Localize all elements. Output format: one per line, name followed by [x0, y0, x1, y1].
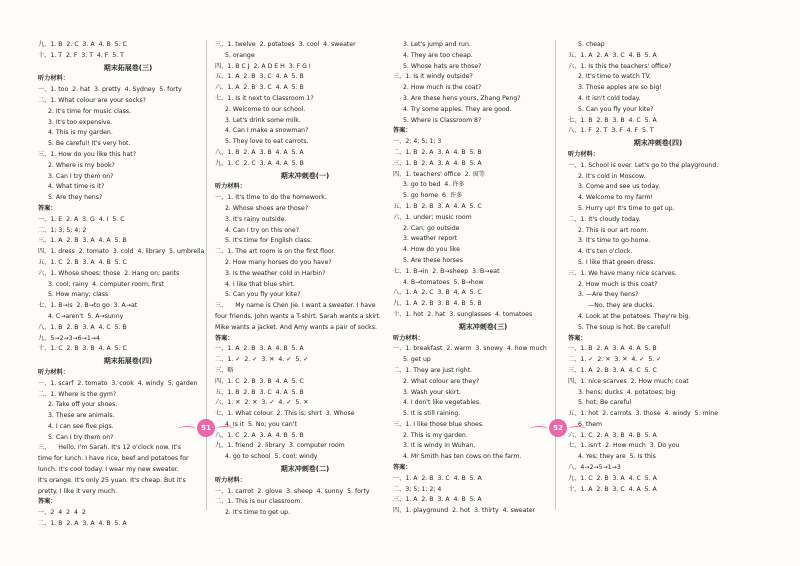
- answer-line: 4. Look at the potatoes. They're big.: [578, 312, 691, 320]
- answer-line: 九、1. C 2. B 3. A 4. C 5. A: [568, 474, 657, 482]
- answer-line: 4. go to school 5. cool; windy: [225, 453, 318, 461]
- answer-line: 七、1. Is it next to Classroom 1?: [215, 94, 314, 102]
- answer-line: 6. them: [578, 420, 603, 428]
- answer-line: 八、4→2→5→1→3: [568, 464, 621, 472]
- column-1: [38, 40, 218, 530]
- answer-line: 二、3; 5; 1; 2; 4: [393, 485, 442, 493]
- answer-line: 五、1. C 2. B 3. A 4. B 5. C: [38, 258, 127, 266]
- answer-line: four friends. John wants a T-shirt. Sarah wants a skirt.: [215, 312, 381, 320]
- answer-line: —No, they are ducks.: [588, 302, 655, 310]
- answer-line: 一、1. E 2. A 3. G 4. I 5. C: [38, 215, 125, 223]
- answer-line: 4. I like that blue shirt.: [225, 280, 295, 288]
- answer-line: 三、1. We have many nice scarves.: [568, 269, 677, 277]
- answer-line: 5. Can I try them on?: [48, 433, 114, 441]
- answer-line: 二、1. ✓ 2. ✕ 3. ✕ 4. ✓ 5. ✓: [568, 356, 662, 364]
- section-title: 期末冲刺卷(四): [633, 139, 683, 148]
- section-title: 期末冲刺卷(一): [280, 171, 330, 180]
- answer-line: 2. Whose shoes are those?: [225, 204, 309, 212]
- section-title: 期末冲刺卷(三): [458, 322, 508, 331]
- answer-line: 2. This is my garden.: [403, 431, 468, 439]
- answer-line: 九、1. friend 2. library 3. computer room: [215, 442, 345, 450]
- answer-line: 4. Yes; they are 5. Is this: [578, 453, 656, 461]
- answer-line: 一、1. scarf 2. tomato 3. cook 4. windy 5. garden: [38, 379, 198, 387]
- answer-line: 2. It's time to watch TV.: [578, 73, 651, 81]
- answer-line: 六、1. under; music room: [393, 213, 472, 221]
- answer-line: 四、1. B C J 2. A D E H 3. F G I: [215, 62, 311, 70]
- answer-line: 5. cheap: [578, 41, 605, 48]
- answer-line: 3. It's too expensive.: [48, 118, 113, 126]
- answer-line: 2. It's cold in Moscow.: [578, 172, 646, 180]
- answer-line: Mike wants a jacket. And Amy wants a pair of socks.: [215, 323, 377, 331]
- answer-line: 3. Let's jump and run.: [403, 41, 471, 48]
- answer-line: 一、2 4 2 4 2: [38, 509, 86, 517]
- answer-line: 一、2; 4; 5; 1; 3: [393, 138, 442, 146]
- answer-line: 四、1. nice scarves 2. How much; coat: [568, 377, 689, 385]
- answer-line: 一、1. A 2. B 3. A 4. B 5. A: [215, 345, 304, 353]
- answer-line: 七、1. B→in 2. B→sheep 3. B→eat: [393, 267, 500, 275]
- section-title: 期末拓展卷(四): [103, 357, 153, 366]
- section-label: 听力材料：: [215, 476, 246, 484]
- answer-line: 五、1. B 2. B 3. A 4. A 5. C: [393, 202, 482, 210]
- answer-line: 六、1. C 2. A 3. B 4. B 5. A: [568, 431, 657, 439]
- answer-line: 四、1. playground 2. hot 3. thirty 4. sweater: [393, 507, 536, 515]
- answer-line: time for lunch. I have rice, beef and potatoes for: [38, 455, 189, 463]
- answer-line: 4. Try some apples. They are good.: [403, 105, 512, 113]
- answer-line: 二、1. What colour are your socks?: [38, 96, 146, 104]
- answer-line: 三、1. Is it windy outside?: [393, 73, 473, 81]
- answer-line: 5. It is still raining.: [403, 410, 461, 418]
- answer-line: 四、1. dress 2. tomato 3. cold 4. library 5. umbrella: [38, 248, 205, 256]
- answer-line: 3. cool; rainy 4. computer room; first: [48, 280, 165, 288]
- answer-line: 3. It's time to go home.: [578, 237, 651, 245]
- answer-line: 2. What colour are they?: [403, 377, 480, 385]
- answer-line: 六、1. Whose shoes; those 2. Hang on; pants: [38, 269, 180, 277]
- answer-line: 4. It's ten o'clock.: [578, 248, 633, 256]
- section-label: 答案：: [568, 334, 587, 342]
- answer-line: 4. B→tomatoes 5. B→how: [403, 278, 484, 286]
- answer-line: 2. How many horses do you have?: [225, 258, 332, 266]
- answer-line: 七、1. B 2. B 3. B 4. C 5. A: [568, 116, 657, 124]
- answer-line: 六、1. Is this the teachers' office?: [568, 62, 672, 70]
- answer-line: 5. get up: [403, 356, 431, 364]
- answer-line: 五、1. A 2. B 3. C 4. A 5. B: [215, 73, 304, 81]
- section-label: 听力材料：: [38, 368, 69, 376]
- answer-line: 二、1. B 2. A 3. A 4. B 5. B: [393, 148, 482, 156]
- answer-line: 四、1. C 2. B 3. B 4. A 5. C: [215, 377, 304, 385]
- answer-line: 2. This is our art room.: [578, 226, 649, 234]
- answer-line: 2. How much is this coat?: [578, 280, 658, 288]
- answer-line: 2. Welcome to our school.: [225, 105, 306, 113]
- answer-line: 4. Welcome to my farm!: [578, 194, 653, 202]
- answer-line: 二、1. This is our classroom.: [215, 498, 303, 506]
- answer-line: 一、1. B 2. A 3. A 4. A 5. B: [568, 345, 657, 353]
- answer-line: 二、1; 3; 5; 4; 2: [38, 226, 87, 234]
- answer-line: 二、1. B 2. A 3. A 4. B 5. A: [38, 520, 127, 528]
- answer-line: 3. Can I try them on?: [48, 172, 114, 180]
- column-4: [568, 40, 748, 495]
- answer-line: 5. Are they hens?: [48, 194, 103, 202]
- answer-line: 五、1. A 2. A 3. C 4. B 5. A: [568, 51, 657, 59]
- flower-ornament-icon: [568, 426, 586, 433]
- answer-line: 2. Can; go outside: [403, 224, 460, 232]
- answer-line: 三、1. I like those blue shoes.: [393, 420, 485, 428]
- answer-line: 一、1. It's time to do the homework.: [215, 194, 327, 202]
- section-label: 听力材料：: [215, 183, 246, 191]
- answer-line: 4. I can see five pigs.: [48, 422, 114, 430]
- answer-line: 5. It's time for English class.: [225, 237, 313, 245]
- answer-line: 5. I like that green dress.: [578, 258, 656, 266]
- answer-line: 3. Let's drink some milk.: [225, 116, 301, 124]
- answer-line: 3. Wash your skirt.: [403, 388, 461, 396]
- section-title: 期末拓展卷(三): [103, 63, 153, 72]
- answer-line: 十、1. T 2. F 3. T 4. F 5. T: [38, 51, 124, 59]
- section-label: 听力材料：: [38, 75, 69, 83]
- answer-line: 十、1. hot 2. hat 3. sunglasses 4. tomatoes: [393, 310, 533, 318]
- answer-line: 5. hot; Be careful: [578, 399, 632, 407]
- answer-line: 三、1. A 2. B 3. A 4. C 5. C: [568, 366, 657, 374]
- section-label: 答案：: [215, 334, 234, 342]
- answer-line: 3. hens; ducks 4. potatoes; big: [578, 388, 676, 396]
- answer-line: 七、1. B→is 2. B→to go 3. A→at: [38, 302, 138, 310]
- answer-line: 4. C→aren't 5. A→sunny: [48, 312, 124, 320]
- answer-line: 三、略: [215, 366, 234, 374]
- answer-line: 九、1. A 2. B 3. B 4. B 5. B: [393, 300, 482, 308]
- answer-line: 4. They are too cheap.: [403, 51, 473, 59]
- answer-line: 3. Come and see us today.: [578, 183, 660, 191]
- answer-line: 七、1. What colour 2. This is; shirt 3. Whose: [215, 410, 355, 418]
- answer-line: 七、1. isn't 2. How much 3. Do you: [568, 442, 680, 450]
- answer-line: 八、1. A 2. C 3. B 4. A 5. C: [393, 289, 482, 297]
- flower-ornament-icon: [178, 426, 196, 433]
- answer-line: 九、1. B 2. C 3. A 4. B 5. C: [38, 41, 127, 48]
- section-title: 期末冲刺卷(二): [280, 465, 330, 474]
- answer-line: 3. These are animals.: [48, 412, 115, 420]
- answer-line: 5. How many; class: [48, 291, 109, 299]
- answer-line: lunch. It's cool today. I wear my new sweater.: [38, 466, 179, 474]
- answer-line: 十、1. C 2. B 3. B 4. A 5. C: [38, 345, 127, 353]
- column-2: [215, 40, 395, 519]
- answer-line: 5. They love to eat carrots.: [225, 138, 309, 146]
- answer-line: 五、1. hot 2. carrots 3. those 4. windy 5. mine: [568, 410, 718, 418]
- section-label: 答案：: [38, 204, 57, 212]
- answer-line: 六、1. ✕ 2. ✕ 3. ✓ 4. ✓ 5. ✕: [215, 399, 309, 407]
- page-number-badge: 51: [197, 419, 215, 437]
- answer-line: 二、1. They are just right.: [393, 366, 473, 374]
- answer-line: 4. What time is it?: [48, 183, 105, 191]
- section-label: 听力材料：: [393, 334, 424, 342]
- answer-line: 3. It's rainy outside.: [225, 215, 287, 223]
- answer-line: 3. Those apples are so big!: [578, 84, 662, 92]
- answer-line: 三、1. A 2. B 3. A 4. A 5. B: [38, 237, 127, 245]
- answer-line: 一、1. A 2. B 3. C 4. B 5. A: [393, 474, 482, 482]
- answer-line: 十、1. A 2. B 3. C 4. A 5. A: [568, 485, 657, 493]
- answer-line: 二、1. It's cloudy today.: [568, 215, 641, 223]
- section-label: 答案：: [393, 464, 412, 472]
- answer-line: 2. It's time for music class.: [48, 107, 132, 115]
- answer-line: 4. I don't like vegetables.: [403, 399, 482, 407]
- page-number-badge: 52: [549, 419, 567, 437]
- answer-line: 八、1. B 2. B 3. A 4. C 5. B: [38, 323, 127, 331]
- answer-line: 2. How much is the coat?: [403, 84, 482, 92]
- answer-line: 5. The soup is hot. Be careful!: [578, 323, 671, 331]
- answer-line: 2. Where is my book?: [48, 161, 115, 169]
- section-label: 答案：: [38, 498, 57, 506]
- answer-line: 4. Is it 5. No; you can't: [225, 420, 297, 428]
- answer-line: 5. Be careful! It's very hot.: [48, 140, 131, 148]
- answer-line: 3. weather report: [403, 235, 458, 243]
- answer-line: 5. Whose hats are those?: [403, 62, 482, 70]
- answer-line: 二、1. ✓ 2. ✓ 3. ✕ 4. ✓ 5. ✓: [215, 356, 309, 364]
- answer-line: 3. —Are they hens?: [578, 291, 639, 299]
- page-number-left: [176, 418, 236, 440]
- answer-line: 一、1. School is over. Let's go to the playground.: [568, 161, 719, 169]
- answer-line: 4. Can I make a snowman?: [225, 127, 309, 135]
- answer-line: pretty. I like it very much.: [38, 487, 118, 495]
- answer-line: 二、1. The art room is on the first floor.: [215, 248, 336, 256]
- answer-line: 3. go to bed 4. 许多: [403, 181, 465, 189]
- answer-line: 九、5→2→3→6→1→4: [38, 334, 100, 342]
- answer-line: 四、1. teachers' office 2. 窗等: [393, 170, 485, 178]
- answer-line: 一、1. carrot 2. glove 3. sheep 4. sunny 5. forty: [215, 487, 370, 495]
- answer-line: 二、1. Where is the gym?: [38, 390, 117, 398]
- answer-line: 三、1. B 2. A 3. A 4. B 5. A: [393, 159, 482, 167]
- answer-line: 三、1. How do you like this hat?: [38, 150, 136, 158]
- section-label: 听力材料：: [568, 150, 599, 158]
- answer-line: 五、1. B 2. B 3. C 4. A 5. B: [215, 388, 304, 396]
- answer-line: 一、1. breakfast 2. warm 3. snowy 4. how much: [393, 345, 547, 353]
- answer-line: 5. Where is Classroom 8?: [403, 116, 482, 124]
- answer-line: 八、1. F 2. T 3. F 4. F 5. T: [568, 127, 654, 135]
- answer-line: 八、1. C 2. A 3. A 4. B 5. B: [215, 431, 304, 439]
- answer-line: 3. Are these hens yours, Zhang Peng?: [403, 94, 521, 102]
- answer-line: 4. How do you like: [403, 246, 460, 254]
- answer-line: 三、 Hello, I'm Sarah. It's 12 o'clock now. It's: [38, 444, 181, 452]
- answer-line: 3. It is windy in Wuhan.: [403, 442, 476, 450]
- answer-line: It's orange. It's only 25 yuan. It's cheap. But it's: [38, 476, 186, 484]
- answer-line: 九、1. C 2. C 3. A 4. A 5. B: [215, 159, 304, 167]
- flower-ornament-icon: [530, 426, 548, 433]
- answer-line: 三、 My name is Chen Jie. I want a sweater. I have: [215, 302, 376, 310]
- answer-line: 5. Hurry up! It's time to get up.: [578, 204, 675, 212]
- column-3: [393, 40, 573, 517]
- answer-line: 4. This is my garden.: [48, 129, 113, 137]
- section-label: 答案：: [393, 127, 412, 135]
- answer-line: 三、1. twelve 2. potatoes 3. cool 4. sweater: [215, 41, 356, 48]
- answer-line: 三、1. A 2. B 3. A 4. B 5. A: [393, 496, 482, 504]
- answer-line: 4. It isn't cold today.: [578, 94, 641, 102]
- answer-line: 2. Take off your shoes.: [48, 401, 118, 409]
- answer-line: 5. Can you fly your kite?: [225, 291, 301, 299]
- answer-line: 八、1. B 2. A 3. B 4. A 5. A: [215, 148, 304, 156]
- answer-line: 4. Mr Smith has ten cows on the farm.: [403, 453, 522, 461]
- answer-line: 5. orange: [225, 51, 255, 59]
- page-number-right: [528, 418, 588, 440]
- answer-line: 3. Is the weather cold in Harbin?: [225, 269, 326, 277]
- answer-line: 5. Can you fly your kite?: [578, 105, 654, 113]
- answer-line: 一、1. too 2. hat 3. pretty 4. Sydney 5. forty: [38, 86, 182, 94]
- answer-line: 4. Can I try on this one?: [225, 226, 299, 234]
- flower-ornament-icon: [216, 426, 234, 433]
- answer-line: 六、1. A 2. B 3. C 4. A 5. B: [215, 84, 304, 92]
- answer-line: 5. Are these horses: [403, 256, 463, 264]
- answer-line: 5. go home 6. 许多: [403, 192, 463, 200]
- answer-line: 2. It's time to get up.: [225, 509, 291, 517]
